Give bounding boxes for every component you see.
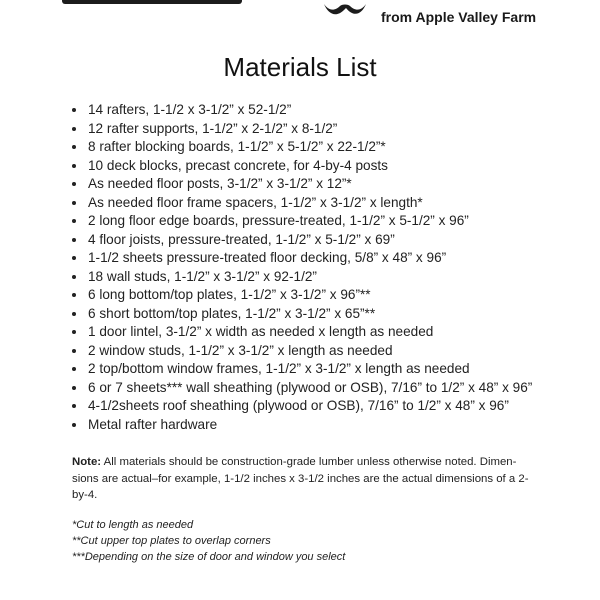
list-item-text: 6 short bottom/top plates, 1-1/2” x 3-1/2” x 65”**: [88, 305, 376, 321]
list-item: [72, 323, 532, 342]
footnote: **Cut upper top plates to overlap corners: [72, 535, 271, 547]
list-item-text: 4 floor joists, pressure-treated, 1-1/2” x 5-1/2” x 69”: [88, 231, 395, 247]
footnotes: [72, 517, 345, 565]
bullet-icon: [72, 275, 76, 279]
bullet-icon: [72, 238, 76, 242]
list-item-text: 1-1/2 sheets pressure-treated floor decking, 5/8” x 48” x 96”: [88, 250, 447, 265]
footnote: ***Depending on the size of door and window you select: [72, 551, 346, 563]
list-item: [72, 268, 532, 287]
list-item: [72, 120, 532, 139]
header: [0, 0, 600, 40]
mustache-icon: [322, 0, 368, 20]
note-text: All materials should be construction-grade lumber unless otherwise noted. Dimen-sions are actual–for example, 1-1/2 inches x 3-1/2 inches are the actual dimensions of a 2-by-4.: [72, 456, 529, 501]
bullet-icon: [72, 330, 76, 334]
bullet-icon: [72, 127, 76, 131]
list-item: [72, 286, 532, 305]
brand-logo: [388, 0, 576, 8]
list-item-text: 10 deck blocks, precast concrete, for 4-by-4 posts: [88, 157, 388, 173]
list-item-text: 1 door lintel, 3-1/2” x width as needed x length as needed: [88, 324, 434, 339]
list-item: [72, 138, 532, 157]
bullet-icon: [72, 293, 76, 297]
list-item: [72, 342, 532, 361]
list-item: [72, 305, 532, 324]
brand-tagline: from Apple Valley Farm: [381, 9, 537, 25]
list-item-text: 14 rafters, 1-1/2 x 3-1/2” x 52-1/2”: [88, 102, 292, 117]
bullet-icon: [72, 312, 76, 316]
list-item: [72, 249, 532, 268]
bullet-icon: [72, 164, 76, 168]
bullet-icon: [72, 145, 76, 149]
list-item: [72, 360, 532, 379]
list-item: [72, 157, 532, 176]
bullet-icon: [72, 367, 76, 371]
list-item: [72, 212, 532, 231]
list-item-text: 6 long bottom/top plates, 1-1/2” x 3-1/2” x 96”**: [88, 287, 371, 302]
bullet-icon: [72, 201, 76, 205]
note-label: Note:: [72, 456, 102, 468]
bullet-icon: [72, 349, 76, 353]
list-item-text: Metal rafter hardware: [88, 416, 218, 432]
list-item-text: 2 long floor edge boards, pressure-treated, 1-1/2” x 5-1/2” x 96”: [88, 213, 469, 228]
list-item: [72, 175, 532, 194]
list-item-text: 4-1/2sheets roof sheathing (plywood or OSB), 7/16” to 1/2” x 48” x 96”: [88, 398, 509, 413]
list-item-text: 18 wall studs, 1-1/2” x 3-1/2” x 92-1/2”: [88, 268, 317, 284]
bullet-icon: [72, 182, 76, 186]
list-item-text: 8 rafter blocking boards, 1-1/2” x 5-1/2” x 22-1/2”*: [88, 139, 386, 154]
bullet-icon: [72, 423, 76, 427]
list-item: [72, 416, 532, 435]
bullet-icon: [72, 404, 76, 408]
list-item-text: As needed floor frame spacers, 1-1/2” x 3-1/2” x length*: [88, 194, 423, 210]
bullet-icon: [72, 256, 76, 260]
list-item: [72, 101, 532, 120]
footnote: *Cut to length as needed: [72, 519, 194, 531]
list-item-text: 2 top/bottom window frames, 1-1/2” x 3-1/2” x length as needed: [88, 361, 470, 376]
list-item-text: 2 window studs, 1-1/2” x 3-1/2” x length as needed: [88, 342, 393, 358]
logo-fragment: [62, 0, 242, 4]
materials-list: [72, 101, 532, 434]
bullet-icon: [72, 108, 76, 112]
list-item-text: As needed floor posts, 3-1/2” x 3-1/2” x 12”*: [88, 176, 352, 191]
list-item: [72, 231, 532, 250]
list-item: [72, 194, 532, 213]
bullet-icon: [72, 219, 76, 223]
list-item: [72, 397, 532, 416]
note-paragraph: [72, 454, 542, 504]
list-item: [72, 379, 532, 398]
list-item-text: 6 or 7 sheets*** wall sheathing (plywood or OSB), 7/16” to 1/2” x 48” x 96”: [88, 379, 533, 395]
list-item-text: 12 rafter supports, 1-1/2” x 2-1/2” x 8-1/2”: [88, 120, 338, 136]
page-title: Materials List: [223, 52, 377, 82]
bullet-icon: [72, 386, 76, 390]
